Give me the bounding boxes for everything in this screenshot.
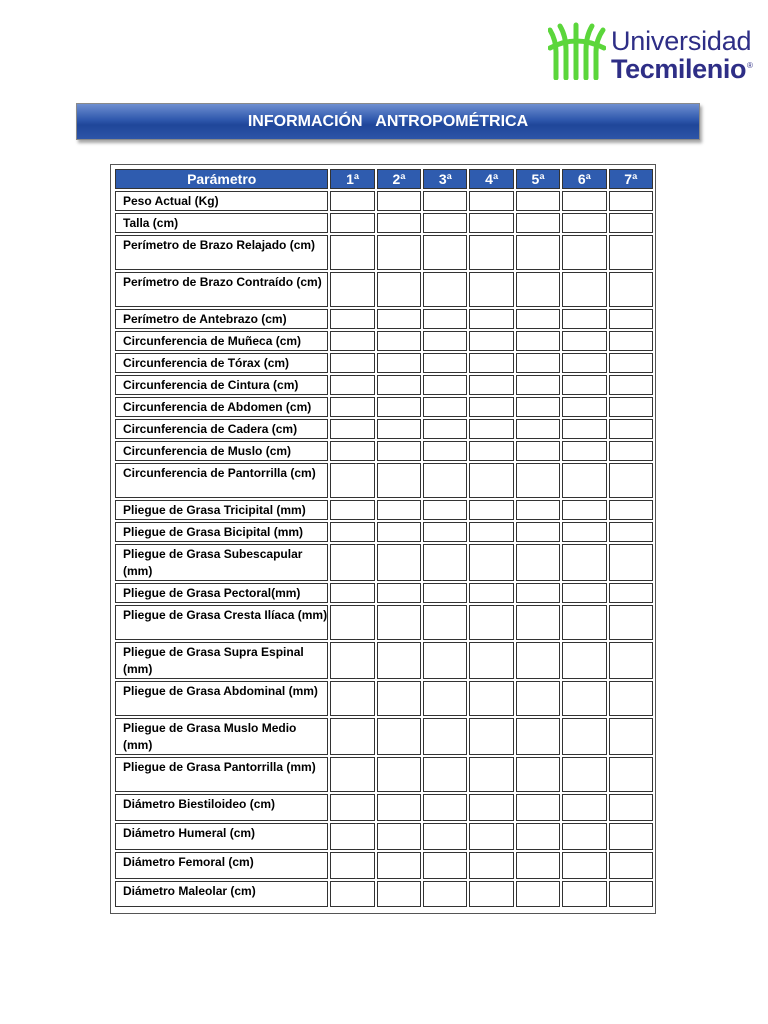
measurement-cell[interactable]	[423, 213, 467, 233]
measurement-cell[interactable]	[423, 583, 467, 603]
measurement-cell[interactable]	[516, 441, 560, 461]
measurement-cell[interactable]	[609, 375, 653, 395]
measurement-cell[interactable]	[330, 642, 374, 679]
parameter-label: Diámetro Biestiloideo (cm)	[115, 794, 328, 821]
measurement-cell[interactable]	[516, 681, 560, 716]
measurement-cell[interactable]	[330, 881, 374, 907]
measurement-cell[interactable]	[330, 852, 374, 879]
measurement-cell[interactable]	[377, 642, 421, 679]
measurement-cell[interactable]	[609, 881, 653, 907]
measurement-cell[interactable]	[562, 331, 606, 351]
measurement-cell[interactable]	[469, 235, 513, 270]
table-row	[115, 331, 653, 351]
measurement-cell[interactable]	[330, 757, 374, 792]
measurement-cell[interactable]	[423, 397, 467, 417]
measurement-cell[interactable]	[609, 757, 653, 792]
column-header-session-5: 5ª	[516, 169, 560, 189]
measurement-cell[interactable]	[609, 331, 653, 351]
measurement-cell[interactable]	[330, 191, 374, 211]
measurement-cell[interactable]	[423, 757, 467, 792]
measurement-cell[interactable]	[330, 441, 374, 461]
anthropometric-table	[113, 167, 655, 909]
measurement-cell[interactable]	[516, 718, 560, 755]
parameter-label: Peso Actual (Kg)	[115, 191, 328, 211]
parameter-label: Diámetro Humeral (cm)	[115, 823, 328, 850]
measurement-cell[interactable]	[562, 522, 606, 542]
measurement-cell[interactable]	[377, 605, 421, 640]
measurement-cell[interactable]	[562, 794, 606, 821]
parameter-label: Perímetro de Antebrazo (cm)	[115, 309, 328, 329]
measurement-cell[interactable]	[423, 681, 467, 716]
table-row	[115, 272, 653, 307]
parameter-label: Circunferencia de Cadera (cm)	[115, 419, 328, 439]
measurement-cell[interactable]	[377, 881, 421, 907]
logo-line-tecmilenio	[611, 54, 753, 85]
measurement-cell[interactable]	[609, 463, 653, 498]
measurement-cell[interactable]	[377, 419, 421, 439]
column-header-session-4: 4ª	[469, 169, 513, 189]
parameter-label: Pliegue de Grasa Cresta Ilíaca (mm)	[115, 605, 328, 640]
measurement-cell[interactable]	[469, 544, 513, 581]
measurement-cell[interactable]	[330, 272, 374, 307]
measurement-cell[interactable]	[609, 500, 653, 520]
measurement-cell[interactable]	[330, 823, 374, 850]
measurement-cell[interactable]	[423, 375, 467, 395]
table-body	[115, 191, 653, 907]
table-row	[115, 583, 653, 603]
measurement-cell[interactable]	[516, 272, 560, 307]
measurement-cell[interactable]	[516, 794, 560, 821]
measurement-cell[interactable]	[377, 823, 421, 850]
measurement-cell[interactable]	[469, 583, 513, 603]
parameter-label: Circunferencia de Tórax (cm)	[115, 353, 328, 373]
measurement-cell[interactable]	[516, 235, 560, 270]
measurement-cell[interactable]	[469, 852, 513, 879]
parameter-label: Pliegue de Grasa Pectoral(mm)	[115, 583, 328, 603]
measurement-cell[interactable]	[423, 272, 467, 307]
measurement-cell[interactable]	[423, 353, 467, 373]
measurement-cell[interactable]	[423, 522, 467, 542]
measurement-cell[interactable]	[377, 463, 421, 498]
measurement-cell[interactable]	[516, 583, 560, 603]
measurement-cell[interactable]	[516, 191, 560, 211]
measurement-cell[interactable]	[330, 463, 374, 498]
measurement-cell[interactable]	[562, 353, 606, 373]
measurement-cell[interactable]	[469, 272, 513, 307]
measurement-cell[interactable]	[469, 309, 513, 329]
measurement-cell[interactable]	[469, 718, 513, 755]
parameter-label: Circunferencia de Pantorrilla (cm)	[115, 463, 328, 498]
parameter-label: Pliegue de Grasa Supra Espinal (mm)	[115, 642, 328, 679]
parameter-label: Talla (cm)	[115, 213, 328, 233]
measurement-cell[interactable]	[377, 375, 421, 395]
measurement-cell[interactable]	[609, 544, 653, 581]
parameter-label: Circunferencia de Muñeca (cm)	[115, 331, 328, 351]
parameter-label: Pliegue de Grasa Tricipital (mm)	[115, 500, 328, 520]
measurement-cell[interactable]	[469, 397, 513, 417]
measurement-cell[interactable]	[562, 823, 606, 850]
measurement-cell[interactable]	[330, 794, 374, 821]
measurement-cell[interactable]	[609, 522, 653, 542]
measurement-cell[interactable]	[423, 463, 467, 498]
table-row	[115, 605, 653, 640]
table-row	[115, 522, 653, 542]
registered-mark: ®	[747, 61, 753, 70]
measurement-cell[interactable]	[516, 605, 560, 640]
measurement-cell[interactable]	[423, 441, 467, 461]
parameter-label: Diámetro Femoral (cm)	[115, 852, 328, 879]
parameter-label: Pliegue de Grasa Bicipital (mm)	[115, 522, 328, 542]
tecmilenio-leaf-icon	[548, 22, 606, 80]
parameter-label: Pliegue de Grasa Muslo Medio (mm)	[115, 718, 328, 755]
measurement-cell[interactable]	[516, 331, 560, 351]
table-row	[115, 375, 653, 395]
measurement-cell[interactable]	[609, 213, 653, 233]
measurement-cell[interactable]	[330, 353, 374, 373]
measurement-cell[interactable]	[330, 331, 374, 351]
measurement-cell[interactable]	[609, 191, 653, 211]
measurement-cell[interactable]	[377, 718, 421, 755]
table-row	[115, 681, 653, 716]
table-header-row	[115, 169, 653, 189]
table-row	[115, 235, 653, 270]
measurement-cell[interactable]	[330, 419, 374, 439]
measurement-cell[interactable]	[330, 235, 374, 270]
measurement-cell[interactable]	[562, 605, 606, 640]
measurement-cell[interactable]	[562, 881, 606, 907]
measurement-cell[interactable]	[609, 823, 653, 850]
measurement-cell[interactable]	[516, 500, 560, 520]
measurement-cell[interactable]	[377, 500, 421, 520]
measurement-cell[interactable]	[562, 757, 606, 792]
measurement-cell[interactable]	[609, 681, 653, 716]
measurement-cell[interactable]	[423, 642, 467, 679]
anthropometric-table-frame	[110, 164, 656, 914]
column-header-parameter: Parámetro	[115, 169, 328, 189]
measurement-cell[interactable]	[330, 375, 374, 395]
measurement-cell[interactable]	[562, 309, 606, 329]
measurement-cell[interactable]	[377, 794, 421, 821]
column-header-session-7: 7ª	[609, 169, 653, 189]
measurement-cell[interactable]	[377, 213, 421, 233]
table-row	[115, 881, 653, 907]
measurement-cell[interactable]	[469, 375, 513, 395]
measurement-cell[interactable]	[469, 213, 513, 233]
table-row	[115, 544, 653, 581]
section-banner	[76, 103, 700, 140]
measurement-cell[interactable]	[516, 642, 560, 679]
measurement-cell[interactable]	[469, 681, 513, 716]
measurement-cell[interactable]	[469, 794, 513, 821]
logo-brand-name: Tecmilenio	[611, 54, 747, 84]
table-row	[115, 213, 653, 233]
table-row	[115, 191, 653, 211]
table-row	[115, 441, 653, 461]
measurement-cell[interactable]	[562, 191, 606, 211]
parameter-label: Pliegue de Grasa Abdominal (mm)	[115, 681, 328, 716]
parameter-label: Circunferencia de Cintura (cm)	[115, 375, 328, 395]
measurement-cell[interactable]	[469, 441, 513, 461]
measurement-cell[interactable]	[377, 331, 421, 351]
measurement-cell[interactable]	[609, 605, 653, 640]
measurement-cell[interactable]	[330, 605, 374, 640]
logo-line-universidad: Universidad	[611, 26, 752, 56]
measurement-cell[interactable]	[423, 191, 467, 211]
measurement-cell[interactable]	[377, 235, 421, 270]
measurement-cell[interactable]	[516, 213, 560, 233]
measurement-cell[interactable]	[377, 544, 421, 581]
table-row	[115, 353, 653, 373]
parameter-label: Circunferencia de Abdomen (cm)	[115, 397, 328, 417]
measurement-cell[interactable]	[377, 583, 421, 603]
measurement-cell[interactable]	[469, 463, 513, 498]
measurement-cell[interactable]	[377, 397, 421, 417]
measurement-cell[interactable]	[330, 583, 374, 603]
measurement-cell[interactable]	[562, 544, 606, 581]
measurement-cell[interactable]	[609, 353, 653, 373]
measurement-cell[interactable]	[516, 852, 560, 879]
column-header-session-3: 3ª	[423, 169, 467, 189]
measurement-cell[interactable]	[377, 681, 421, 716]
measurement-cell[interactable]	[423, 881, 467, 907]
measurement-cell[interactable]	[377, 272, 421, 307]
parameter-label: Pliegue de Grasa Pantorrilla (mm)	[115, 757, 328, 792]
table-row	[115, 757, 653, 792]
measurement-cell[interactable]	[377, 309, 421, 329]
measurement-cell[interactable]	[516, 463, 560, 498]
measurement-cell[interactable]	[516, 419, 560, 439]
measurement-cell[interactable]	[469, 881, 513, 907]
measurement-cell[interactable]	[609, 309, 653, 329]
measurement-cell[interactable]	[562, 642, 606, 679]
table-row	[115, 852, 653, 879]
measurement-cell[interactable]	[423, 544, 467, 581]
measurement-cell[interactable]	[469, 642, 513, 679]
measurement-cell[interactable]	[609, 441, 653, 461]
measurement-cell[interactable]	[377, 852, 421, 879]
measurement-cell[interactable]	[330, 522, 374, 542]
measurement-cell[interactable]	[423, 852, 467, 879]
measurement-cell[interactable]	[423, 823, 467, 850]
measurement-cell[interactable]	[469, 353, 513, 373]
parameter-label: Perímetro de Brazo Contraído (cm)	[115, 272, 328, 307]
parameter-label: Perímetro de Brazo Relajado (cm)	[115, 235, 328, 270]
measurement-cell[interactable]	[609, 272, 653, 307]
measurement-cell[interactable]	[609, 718, 653, 755]
measurement-cell[interactable]	[469, 522, 513, 542]
measurement-cell[interactable]	[562, 375, 606, 395]
measurement-cell[interactable]	[516, 881, 560, 907]
measurement-cell[interactable]	[330, 213, 374, 233]
measurement-cell[interactable]	[469, 191, 513, 211]
measurement-cell[interactable]	[516, 823, 560, 850]
column-header-session-1: 1ª	[330, 169, 374, 189]
measurement-cell[interactable]	[516, 522, 560, 542]
measurement-cell[interactable]	[562, 235, 606, 270]
measurement-cell[interactable]	[516, 375, 560, 395]
table-row	[115, 794, 653, 821]
measurement-cell[interactable]	[330, 309, 374, 329]
measurement-cell[interactable]	[562, 583, 606, 603]
measurement-cell[interactable]	[330, 681, 374, 716]
measurement-cell[interactable]	[609, 852, 653, 879]
table-row	[115, 397, 653, 417]
measurement-cell[interactable]	[562, 419, 606, 439]
measurement-cell[interactable]	[562, 852, 606, 879]
table-row	[115, 309, 653, 329]
measurement-cell[interactable]	[516, 353, 560, 373]
measurement-cell[interactable]	[562, 681, 606, 716]
measurement-cell[interactable]	[423, 718, 467, 755]
table-row	[115, 823, 653, 850]
measurement-cell[interactable]	[423, 500, 467, 520]
table-row	[115, 463, 653, 498]
measurement-cell[interactable]	[562, 463, 606, 498]
measurement-cell[interactable]	[330, 500, 374, 520]
measurement-cell[interactable]	[377, 441, 421, 461]
measurement-cell[interactable]	[562, 500, 606, 520]
measurement-cell[interactable]	[377, 757, 421, 792]
measurement-cell[interactable]	[469, 757, 513, 792]
measurement-cell[interactable]	[609, 397, 653, 417]
measurement-cell[interactable]	[609, 583, 653, 603]
measurement-cell[interactable]	[469, 419, 513, 439]
measurement-cell[interactable]	[469, 823, 513, 850]
measurement-cell[interactable]	[609, 419, 653, 439]
measurement-cell[interactable]	[562, 272, 606, 307]
measurement-cell[interactable]	[562, 397, 606, 417]
measurement-cell[interactable]	[516, 757, 560, 792]
measurement-cell[interactable]	[377, 353, 421, 373]
measurement-cell[interactable]	[423, 309, 467, 329]
measurement-cell[interactable]	[423, 794, 467, 821]
measurement-cell[interactable]	[423, 419, 467, 439]
measurement-cell[interactable]	[469, 331, 513, 351]
column-header-session-6: 6ª	[562, 169, 606, 189]
table-row	[115, 718, 653, 755]
measurement-cell[interactable]	[469, 605, 513, 640]
measurement-cell[interactable]	[377, 191, 421, 211]
measurement-cell[interactable]	[516, 309, 560, 329]
table-row	[115, 642, 653, 679]
measurement-cell[interactable]	[562, 718, 606, 755]
measurement-cell[interactable]	[516, 397, 560, 417]
measurement-cell[interactable]	[516, 544, 560, 581]
table-row	[115, 419, 653, 439]
measurement-cell[interactable]	[330, 544, 374, 581]
parameter-label: Circunferencia de Muslo (cm)	[115, 441, 328, 461]
measurement-cell[interactable]	[330, 397, 374, 417]
measurement-cell[interactable]	[377, 522, 421, 542]
measurement-cell[interactable]	[562, 213, 606, 233]
column-header-session-2: 2ª	[377, 169, 421, 189]
measurement-cell[interactable]	[609, 642, 653, 679]
measurement-cell[interactable]	[330, 718, 374, 755]
measurement-cell[interactable]	[469, 500, 513, 520]
university-logo	[548, 22, 758, 84]
measurement-cell[interactable]	[423, 235, 467, 270]
parameter-label: Pliegue de Grasa Subescapular (mm)	[115, 544, 328, 581]
section-title: INFORMACIÓN ANTROPOMÉTRICA	[247, 112, 529, 130]
measurement-cell[interactable]	[609, 235, 653, 270]
measurement-cell[interactable]	[423, 605, 467, 640]
measurement-cell[interactable]	[609, 794, 653, 821]
parameter-label: Diámetro Maleolar (cm)	[115, 881, 328, 907]
measurement-cell[interactable]	[423, 331, 467, 351]
table-row	[115, 500, 653, 520]
measurement-cell[interactable]	[562, 441, 606, 461]
